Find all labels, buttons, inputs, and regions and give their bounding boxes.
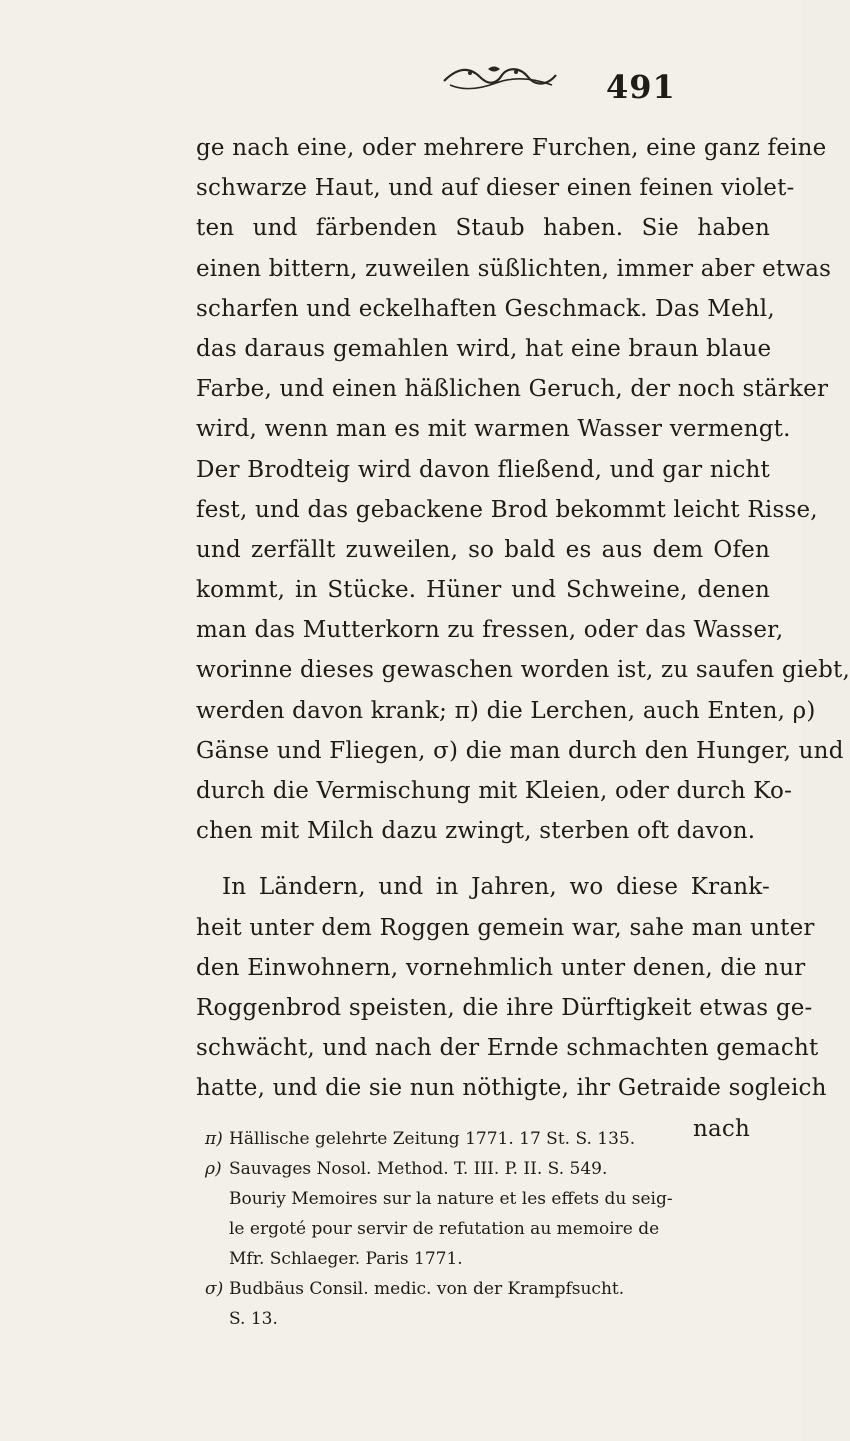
- text-line: Roggenbrod speisten, die ihre Dürftigkeit etwas ge-: [196, 994, 813, 1021]
- text-line: worinne dieses gewaschen worden ist, zu saufen giebt,: [196, 657, 850, 684]
- text-line: schwarze Haut, und auf dieser einen feinen violet-: [196, 175, 795, 202]
- text-line: werden davon krank; π) die Lerchen, auch Enten, ρ): [196, 697, 816, 724]
- text-line: Gänse und Fliegen, σ) die man durch den Hunger, und: [196, 737, 844, 764]
- catchword: nach: [692, 1115, 750, 1142]
- text-line: Farbe, und einen häßlichen Geruch, der noch stärker: [196, 376, 829, 403]
- footnote-line: [205, 1124, 770, 1154]
- footnotes: [205, 1124, 770, 1334]
- text-line: kommt, in Stücke. Hüner und Schweine, denen: [196, 577, 770, 604]
- main-text: [196, 128, 850, 1149]
- text-line: und zerfällt zuweilen, so bald es aus dem Ofen: [196, 536, 770, 563]
- footnote-line: [205, 1154, 770, 1184]
- text-line: den Einwohnern, vornehmlich unter denen, die nur: [196, 954, 806, 981]
- footnote-line: le ergoté pour servir de refutation au memoire de: [229, 1219, 660, 1239]
- text-line: durch die Vermischung mit Kleien, oder durch Ko-: [196, 778, 793, 804]
- text-line: fest, und das gebackene Brod bekommt leicht Risse,: [196, 496, 818, 523]
- text-line: Der Brodteig wird davon fließend, und gar nicht: [196, 456, 770, 483]
- text-line: man das Mutterkorn zu fressen, oder das Wasser,: [196, 617, 784, 644]
- text-line: das daraus gemahlen wird, hat eine braun blaue: [196, 335, 772, 362]
- footnote-mark: σ): [205, 1279, 224, 1299]
- text-line: einen bittern, zuweilen süßlichten, immer aber etwas: [196, 255, 832, 282]
- footnote-mark: π): [205, 1129, 223, 1149]
- footnote-line: Mfr. Schlaeger. Paris 1771.: [229, 1249, 463, 1269]
- footnote-text: Budbäus Consil. medic. von der Krampfsucht.: [229, 1279, 625, 1299]
- text-line: scharfen und eckelhaften Geschmack. Das Mehl,: [196, 295, 775, 322]
- text-line: ten und färbenden Staub haben. Sie haben: [196, 215, 770, 242]
- footnote-line: S. 13.: [229, 1309, 278, 1329]
- footnote-line: Bouriy Memoires sur la nature et les effets du seig-: [229, 1189, 673, 1209]
- text-line: hatte, und die sie nun nöthigte, ihr Getraide sogleich: [196, 1075, 827, 1102]
- footnote-mark: ρ): [205, 1159, 222, 1179]
- text-line: In Ländern, und in Jahren, wo diese Krank-: [222, 874, 770, 901]
- text-line: ge nach eine, oder mehrere Furchen, eine ganz feine: [196, 135, 827, 161]
- page-number: 491: [606, 68, 676, 106]
- footnote-text: Sauvages Nosol. Method. T. III. P. II. S. 549.: [229, 1159, 608, 1179]
- text-line: wird, wenn man es mit warmen Wasser vermengt.: [196, 416, 791, 443]
- footnote-line: [205, 1274, 770, 1304]
- paragraph-2: [196, 867, 827, 1148]
- text-line: chen mit Milch dazu zwingt, sterben oft davon.: [196, 818, 756, 845]
- footnote-text: Hällische gelehrte Zeitung 1771. 17 St. S. 135.: [229, 1129, 636, 1149]
- decorative-ornament-icon: [440, 63, 560, 93]
- text-line: heit unter dem Roggen gemein war, sahe man unter: [196, 914, 815, 941]
- text-line: schwächt, und nach der Ernde schmachten gemacht: [196, 1035, 819, 1062]
